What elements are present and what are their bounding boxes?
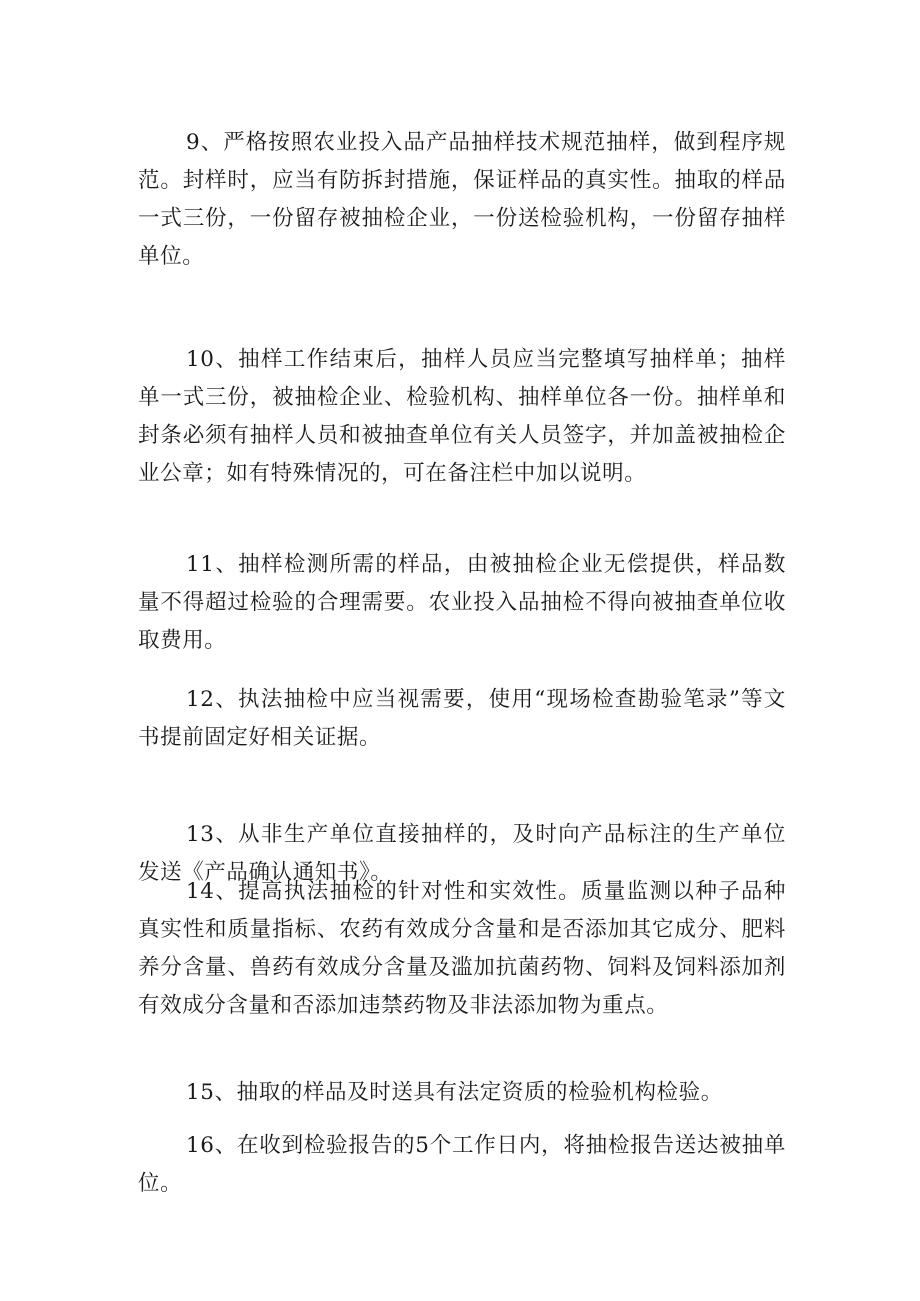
paragraph-9: 9、严格按照农业投入品产品抽样技术规范抽样，做到程序规范。封样时，应当有防拆封措施，保证样品的真实性。抽取的样品一式三份，一份留存被抽检企业，一份送检验机构，一份留存抽样单位。 (138, 130, 786, 269)
paragraph-14: 14、提高执法抽检的针对性和实效性。质量监测以种子品种真实性和质量指标、农药有效成分含量和是否添加其它成分、肥料养分含量、兽药有效成分含量及滥加抗菌药物、饲料及饲料添加剂有效成分含量和否添加违禁药物及非法添加物为重点。 (138, 879, 786, 1018)
paragraph-13: 13、从非生产单位直接抽样的，及时向产品标注的生产单位发送《产品确认通知书》。 (138, 822, 786, 885)
paragraph-15: 15、抽取的样品及时送具有法定资质的检验机构检验。 (186, 1080, 723, 1105)
paragraph-12: 12、执法抽检中应当视需要，使用“现场检查勘验笔录”等文书提前固定好相关证据。 (138, 687, 786, 750)
paragraph-11: 11、抽样检测所需的样品，由被抽检企业无偿提供，样品数量不得超过检验的合理需要。农业投入品抽检不得向被抽查单位收取费用。 (138, 552, 786, 653)
paragraph-10: 10、抽样工作结束后，抽样人员应当完整填写抽样单；抽样单一式三份，被抽检企业、检验机构、抽样单位各一份。抽样单和封条必须有抽样人员和被抽查单位有关人员签字，并加盖被抽检企业公章；如有特殊情况的，可在备注栏中加以说明。 (138, 347, 786, 486)
paragraph-16: 16、在收到检验报告的5个工作日内，将抽检报告送达被抽单位。 (138, 1133, 786, 1196)
